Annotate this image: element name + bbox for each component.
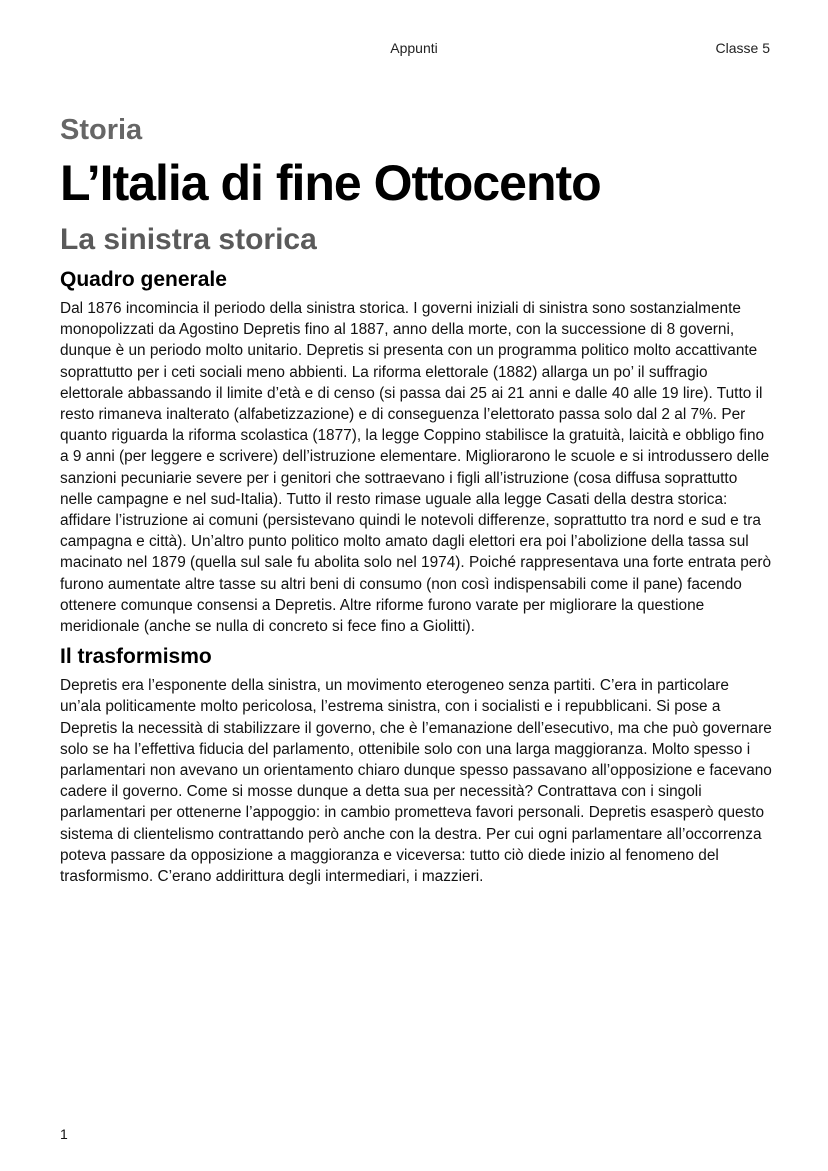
- page-number: 1: [60, 1126, 68, 1142]
- document-body: [60, 112, 772, 887]
- section-paragraph-quadro-generale: Dal 1876 incomincia il periodo della sinistra storica. I governi iniziali di sinistra sono sostanzialmente monopolizzati da Agostino Depretis fino al 1887, anno della morte, con la successione di 8 governi, dunque è un periodo molto unitario. Depretis si presenta con un programma politico molto accattivante soprattutto per i ceti sociali meno abbienti. La riforma elettorale (1882) allarga un po’ il suffragio elettorale abbassando il limite d’età e di censo (si passa dai 25 ai 21 anni e dalle 40 alle 19 lire). Tutto il resto rimaneva inalterato (alfabetizzazione) e di conseguenza l’elettorato passa solo dal 2 al 7%. Per quanto riguarda la riforma scolastica (1877), la legge Coppino stabilisce la gratuità, laicità e obbligo fino a 9 anni (per leggere e scrivere) dell’istruzione elementare. Migliorarono le scuole e si introdussero delle sanzioni pecuniarie severe per i genitori che sottraevano i figli all’istruzione (cosa diffusa soprattutto nelle campagne e nel sud-Italia). Tutto il resto rimase uguale alla legge Casati della destra storica: affidare l’istruzione ai comuni (persistevano quindi le notevoli differenze, soprattutto tra nord e sud e tra campagna e città). Un’altro punto politico molto amato dagli elettori era poi l’abolizione della tassa sul macinato nel 1879 (quella sul sale fu abolita solo nel 1974). Poiché rappresentava una forte entrata però furono aumentate altre tasse su altri beni di consumo (non così indispensabili come il pane) facendo ottenere comunque consensi a Depretis. Altre riforme furono varate per migliorare la questione meridionale (anche se nulla di concreto si fece fino a Giolitti).: [60, 300, 771, 636]
- section-heading-quadro-generale: Quadro generale: [60, 268, 227, 291]
- page-subtitle: La sinistra storica: [60, 223, 317, 256]
- header-class-label: Classe 5: [715, 40, 770, 56]
- section-heading-trasformismo: Il trasformismo: [60, 645, 212, 669]
- section-paragraph-trasformismo: Depretis era l’esponente della sinistra, un movimento eterogeneo senza partiti. C’era in particolare un’ala politicamente molto pericolosa, l’estrema sinistra, con i socialisti e i repubblicani. Si pose a Depretis la necessità di stabilizzare il governo, che è l’emanazione dell’esecutivo, ma che può governare solo se ha l’effettiva fiducia del parlamento, ottenibile solo con una larga maggioranza. Molto spesso i parlamentari non avevano un orientamento chiaro dunque spesso passavano all’opposizione e facevano cadere il governo. Come si mosse dunque a detta sua per necessità? Contrattava con i singoli parlamentari per ottenerne l’appoggio: in cambio prometteva favori personali. Depretis esasperò questo sistema di clientelismo contrattando però anche con la destra. Per cui ogni parlamentare all’occorrenza poteva passare da opposizione a maggioranza e viceversa: tutto ciò diede inizio al fenomeno del trasformismo. C’erano addirittura degli intermediari, i mazzieri.: [60, 677, 772, 886]
- subject-label: Storia: [60, 114, 143, 146]
- header-doc-label: Appunti: [390, 40, 438, 56]
- page-title: L’Italia di fine Ottocento: [60, 155, 601, 211]
